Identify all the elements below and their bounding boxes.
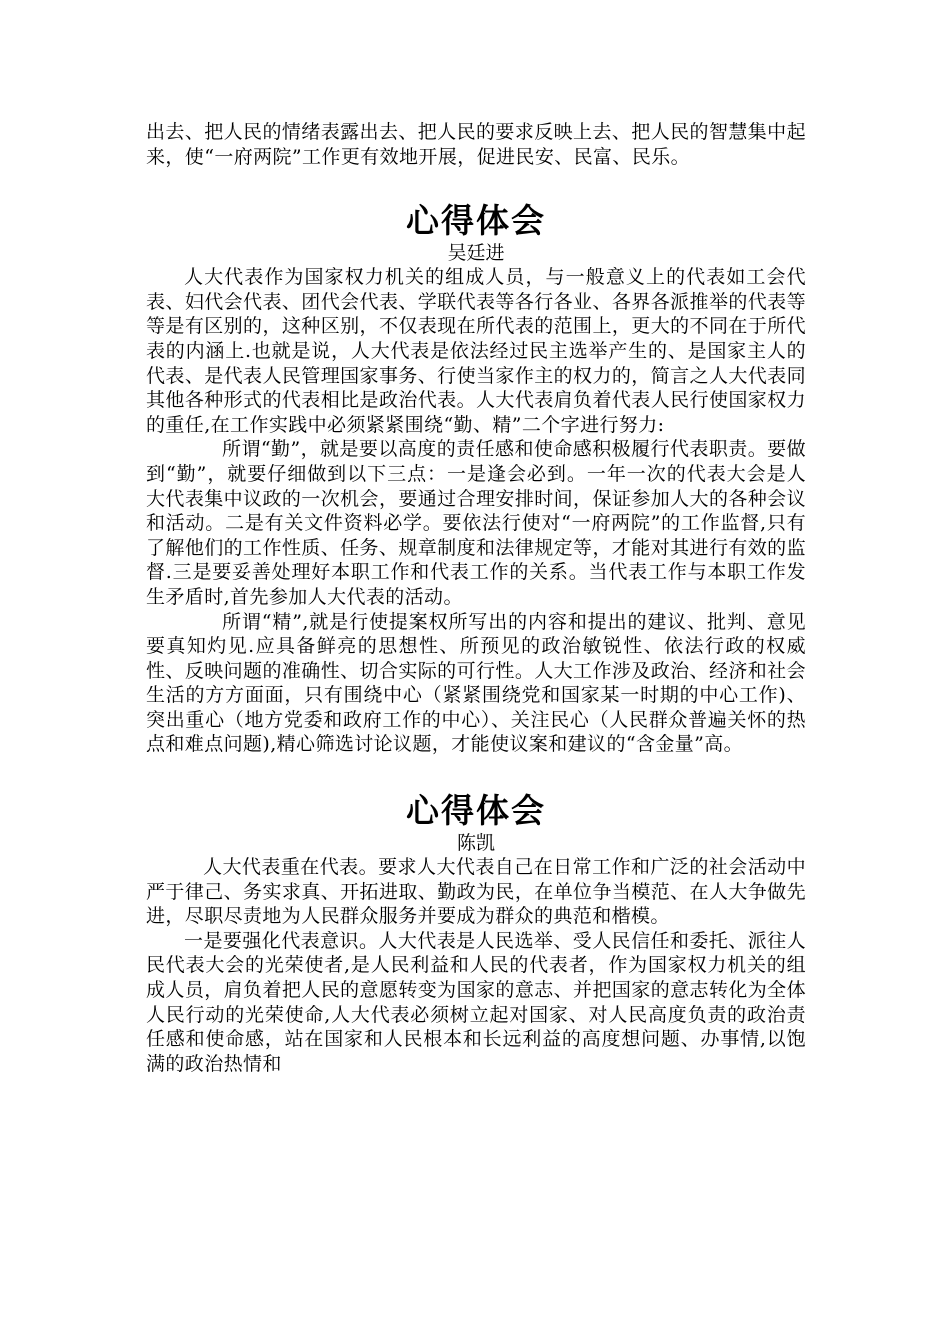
- body-paragraph: 人大代表作为国家权力机关的组成人员，与一般意义上的代表如工会代表、妇代会代表、团代会代表、学联代表等各行各业、各界各派推举的代表等等是有区别的，这种区别，不仅表现在所代表的范围上，更大的不同在于所代表的内涵上.也就是说，人大代表是依法经过民主选举产生的、是国家主人的代表、是代表人民管理国家事务、行使当家作主的权力的，简言之人大代表同其他各种形式的代表相比是政治代表。人大代表肩负着代表人民行使国家权力的重任,在工作实践中必须紧紧围绕“勤、精”二个字进行努力:: [146, 266, 806, 436]
- document-page: [146, 120, 806, 1076]
- author-name: 吴廷进: [447, 242, 505, 265]
- section-title: 心得体会: [406, 201, 546, 241]
- body-paragraph: 人大代表重在代表。要求人大代表自己在日常工作和广泛的社会活动中严于律己、务实求真、开拓进取、勤政为民，在单位争当模范、在人大争做先进，尽职尽责地为人民群众服务并要成为群众的典范和楷模。: [146, 856, 806, 928]
- section-wu-tingjin: [146, 201, 806, 757]
- section-title: 心得体会: [406, 791, 546, 831]
- spacer: [146, 169, 806, 201]
- intro-paragraph: 出去、把人民的情绪表露出去、把人民的要求反映上去、把人民的智慧集中起来，使“一府两院”工作更有效地开展，促进民安、民富、民乐。: [146, 121, 806, 168]
- section-chen-kai: [146, 791, 806, 1076]
- author-name: 陈凯: [456, 832, 495, 855]
- body-paragraph: 所谓“精”,就是行使提案权所写出的内容和提出的建议、批判、意见要真知灼见.应具备鲜亮的思想性、所预见的政治敏锐性、依法行政的权威性、反映问题的准确性、切合实际的可行性。人大工作涉及政治、经济和社会生活的方方面面，只有围绕中心（紧紧围绕党和国家某一时期的中心工作)、突出重心（地方党委和政府工作的中心）、关注民心（人民群众普遍关怀的热点和难点问题),精心筛选讨论议题，才能使议案和建议的“含金量”高。: [146, 610, 806, 756]
- body-paragraph: 所谓“勤”，就是要以高度的责任感和使命感积极履行代表职责。要做到“勤”，就要仔细做到以下三点：一是逢会必到。一年一次的代表大会是人大代表集中议政的一次机会，要通过合理安排时间，保证参加人大的各种会议和活动。二是有关文件资料必学。要依法行使对“一府两院”的工作监督,只有了解他们的工作性质、任务、规章制度和法律规定等，才能对其进行有效的监督.三是要妥善处理好本职工作和代表工作的关系。当代表工作与本职工作发生矛盾时,首先参加人大代表的活动。: [146, 438, 806, 608]
- spacer: [146, 757, 806, 791]
- body-paragraph: 一是要强化代表意识。人大代表是人民选举、受人民信任和委托、派往人民代表大会的光荣使者,是人民利益和人民的代表者，作为国家权力机关的组成人员，肩负着把人民的意愿转变为国家的意志、并把国家的意志转化为全体人民行动的光荣使命,人大代表必须树立起对国家、对人民高度负责的政治责任感和使命感，站在国家和人民根本和长远利益的高度想问题、办事情,以饱满的政治热情和: [146, 929, 806, 1075]
